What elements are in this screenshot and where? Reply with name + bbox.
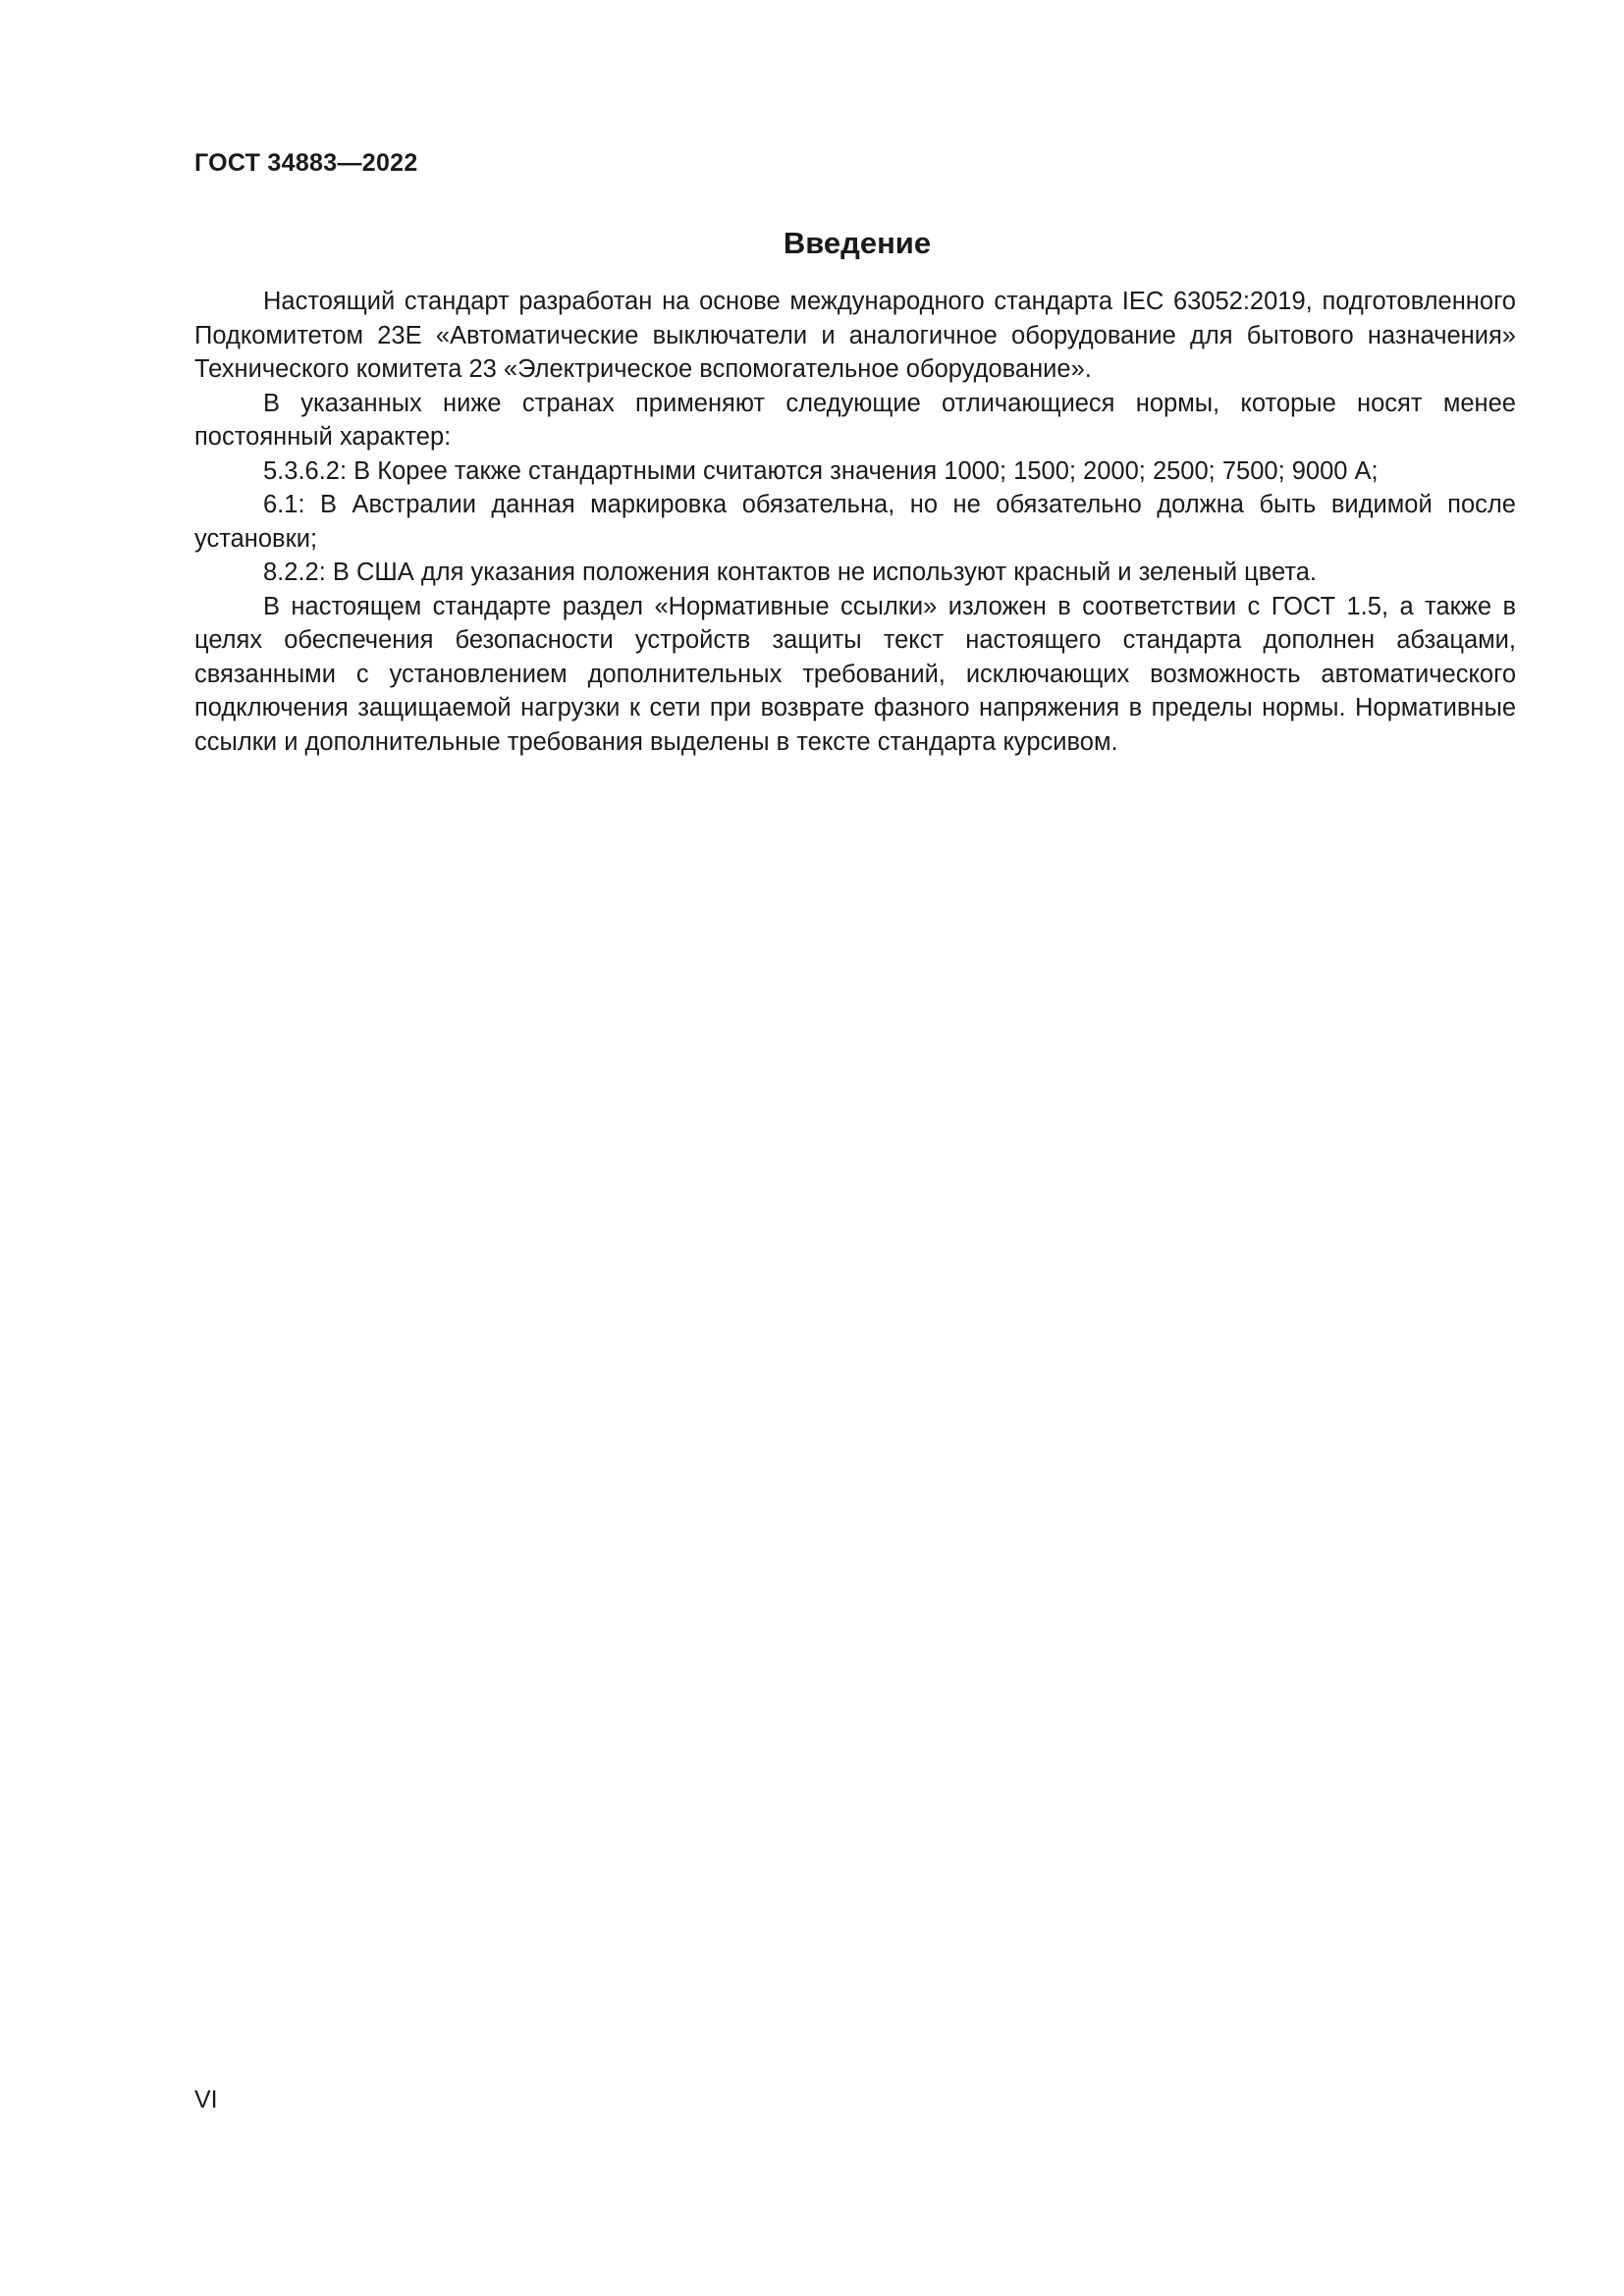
- page-number: VI: [194, 2086, 218, 2113]
- standard-id-header: ГОСТ 34883—2022: [194, 149, 418, 177]
- paragraph-basis: Настоящий стандарт разработан на основе международного стандарта IEC 63052:2019, подготовленного Подкомитетом 23E «Автоматические выключатели и аналогичное оборудование для бытового назначения» Технического комитета 23 «Электрическое вспомогательное оборудование».: [194, 288, 1516, 383]
- paragraph-usa: 8.2.2: В США для указания положения контактов не используют красный и зеленый цвета.: [263, 559, 1318, 586]
- section-title: Введение: [783, 226, 932, 260]
- paragraph-country-norms: В указанных ниже странах применяют следующие отличающиеся нормы, которые носят менее постоянный характер:: [194, 389, 1516, 451]
- paragraph-australia: 6.1: В Австралии данная маркировка обязательна, но не обязательно должна быть видимой после установки;: [194, 491, 1516, 553]
- paragraph-normative-references: В настоящем стандарте раздел «Нормативные ссылки» изложен в соответствии с ГОСТ 1.5, а также в целях обеспечения безопасности устройств защиты текст настоящего стандарта дополнен абзацами, связанными с установлением дополнительных требований, исключающих возможность автоматического подключения защищаемой нагрузки к сети при возврате фазного напряжения в пределы нормы. Нормативные ссылки и дополнительные требования выделены в тексте стандарта курсивом.: [194, 592, 1516, 756]
- introduction-body: [194, 285, 1516, 759]
- paragraph-korea: 5.3.6.2: В Корее также стандартными считаются значения 1000; 1500; 2000; 2500; 7500; 9000 А;: [263, 456, 1379, 485]
